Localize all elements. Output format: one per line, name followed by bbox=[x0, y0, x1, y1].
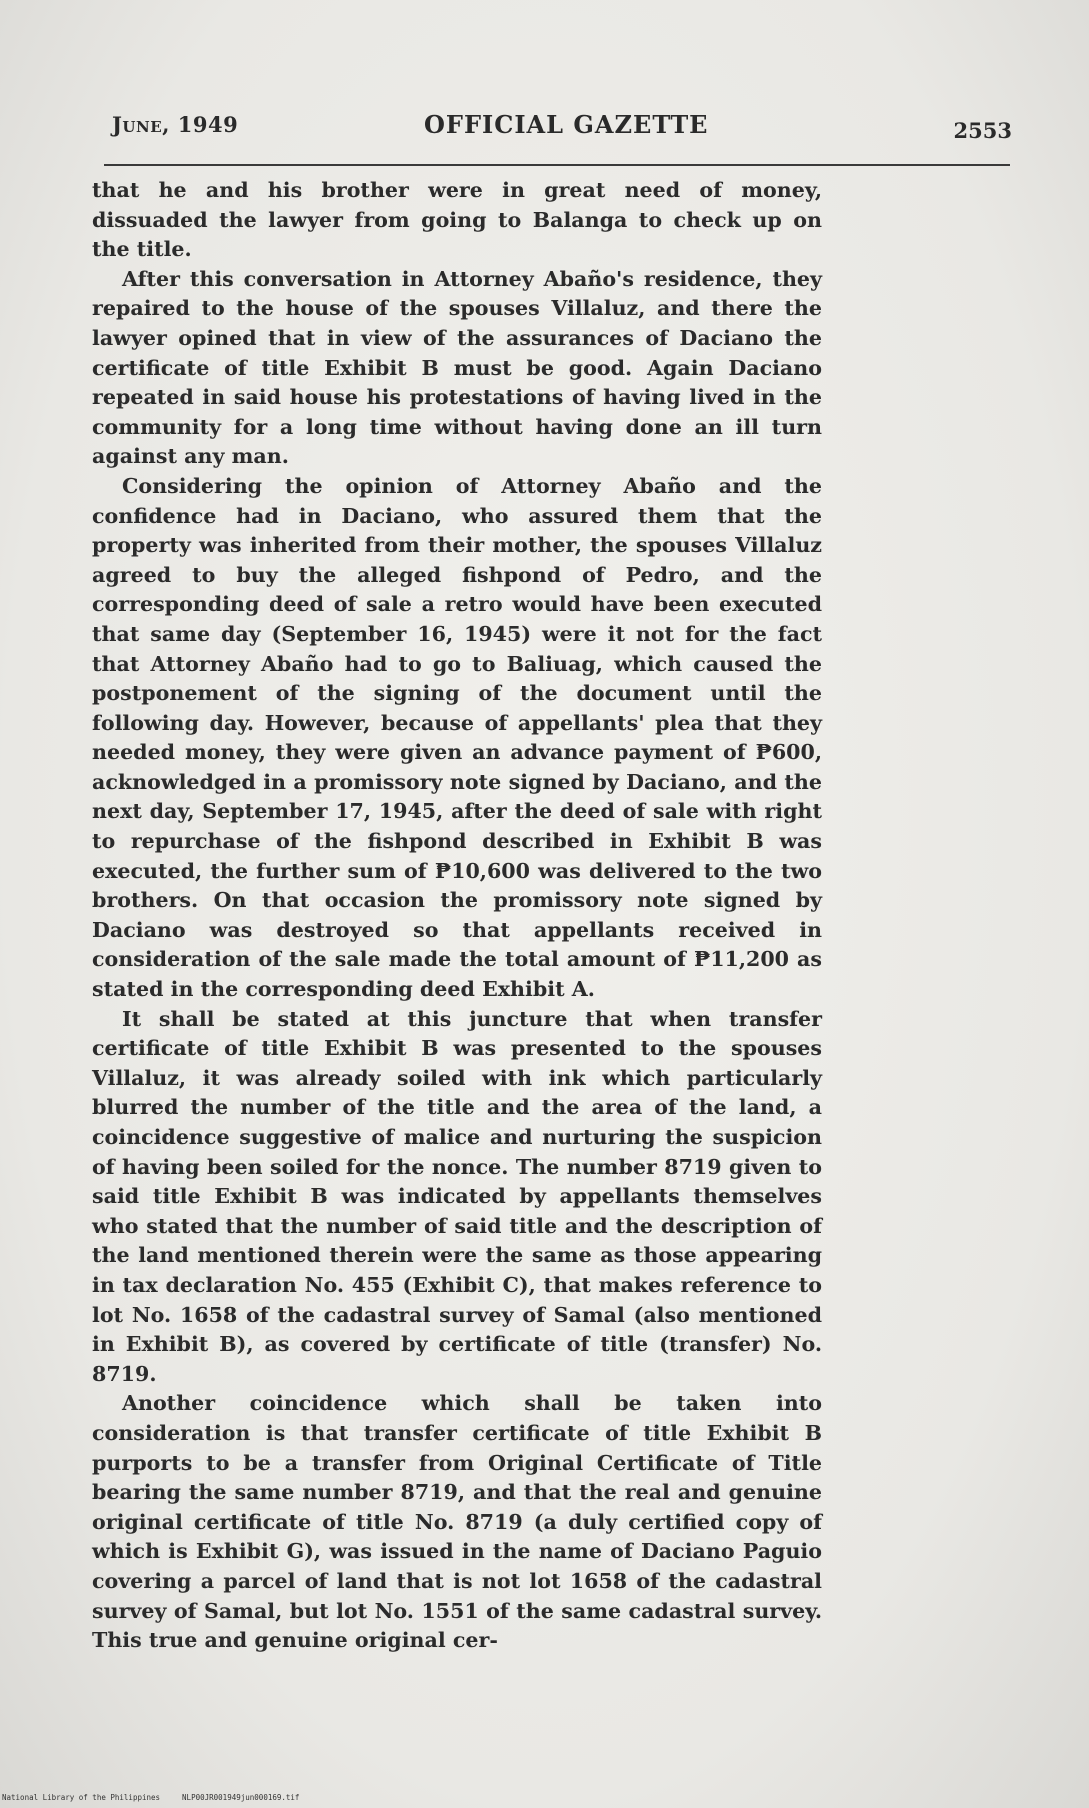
body-text bbox=[92, 176, 822, 1656]
issue-date: June, 1949 bbox=[112, 112, 239, 137]
scan-footer bbox=[2, 1793, 299, 1802]
library-credit: National Library of the Philippines bbox=[2, 1793, 161, 1802]
paragraph: It shall be stated at this juncture that when transfer certificate of title Exhibit B was presented to the spouses Villaluz, it was already soiled with ink which particularly blurred the number of the title and the area of the land, a coincidence suggestive of malice and nurturing the suspicion of having been soiled for the nonce. The number 8719 given to said title Exhibit B was indicated by appellants themselves who stated that the number of said title and the description of the land mentioned therein were the same as those appearing in tax declaration No. 455 (Exhibit C), that makes reference to lot No. 1658 of the cadastral survey of Samal (also mentioned in Exhibit B), as covered by certificate of title (transfer) No. 8719. bbox=[92, 1006, 822, 1386]
publication-title: OFFICIAL GAZETTE bbox=[424, 110, 709, 139]
paragraph-continuation: that he and his brother were in great need of money, dissuaded the lawyer from going to Balanga to check up on the title. bbox=[92, 178, 822, 262]
paragraph: After this conversation in Attorney Abaño's residence, they repaired to the house of the spouses Villaluz, and there the lawyer opined that in view of the assurances of Daciano the certificate of title Exhibit B must be good. Again Daciano repeated in said house his protestations of having lived in the community for a long time without having done an ill turn against any man. bbox=[92, 266, 822, 469]
file-id: NLP00JR001949jun000169.tif bbox=[182, 1793, 300, 1802]
page-number: 2553 bbox=[953, 118, 1012, 143]
header-rule bbox=[104, 164, 1010, 166]
running-head bbox=[112, 108, 1012, 148]
paragraph: Considering the opinion of Attorney Abaño and the confidence had in Daciano, who assured them that the property was inherited from their mother, the spouses Villaluz agreed to buy the alleged fishpond of Pedro, and the corresponding deed of sale a retro would have been executed that same day (September 16, 1945) were it not for the fact that Attorney Abaño had to go to Baliuag, which caused the postponement of the signing of the document until the following day. However, because of appellants' plea that they needed money, they were given an advance payment of ₱600, acknowledged in a promissory note signed by Daciano, and the next day, September 17, 1945, after the deed of sale with right to repurchase of the fishpond described in Exhibit B was executed, the further sum of ₱10,600 was delivered to the two brothers. On that occasion the promissory note signed by Daciano was destroyed so that appellants received in consideration of the sale made the total amount of ₱11,200 as stated in the corresponding deed Exhibit A. bbox=[92, 473, 822, 1002]
paragraph: Another coincidence which shall be taken into consideration is that transfer certificate of title Exhibit B purports to be a transfer from Original Certificate of Title bearing the same number 8719, and that the real and genuine original certificate of title No. 8719 (a duly certified copy of which is Exhibit G), was issued in the name of Daciano Paguio covering a parcel of land that is not lot 1658 of the cadastral survey of Samal, but lot No. 1551 of the same cadastral survey. This true and genuine original cer- bbox=[92, 1391, 822, 1653]
